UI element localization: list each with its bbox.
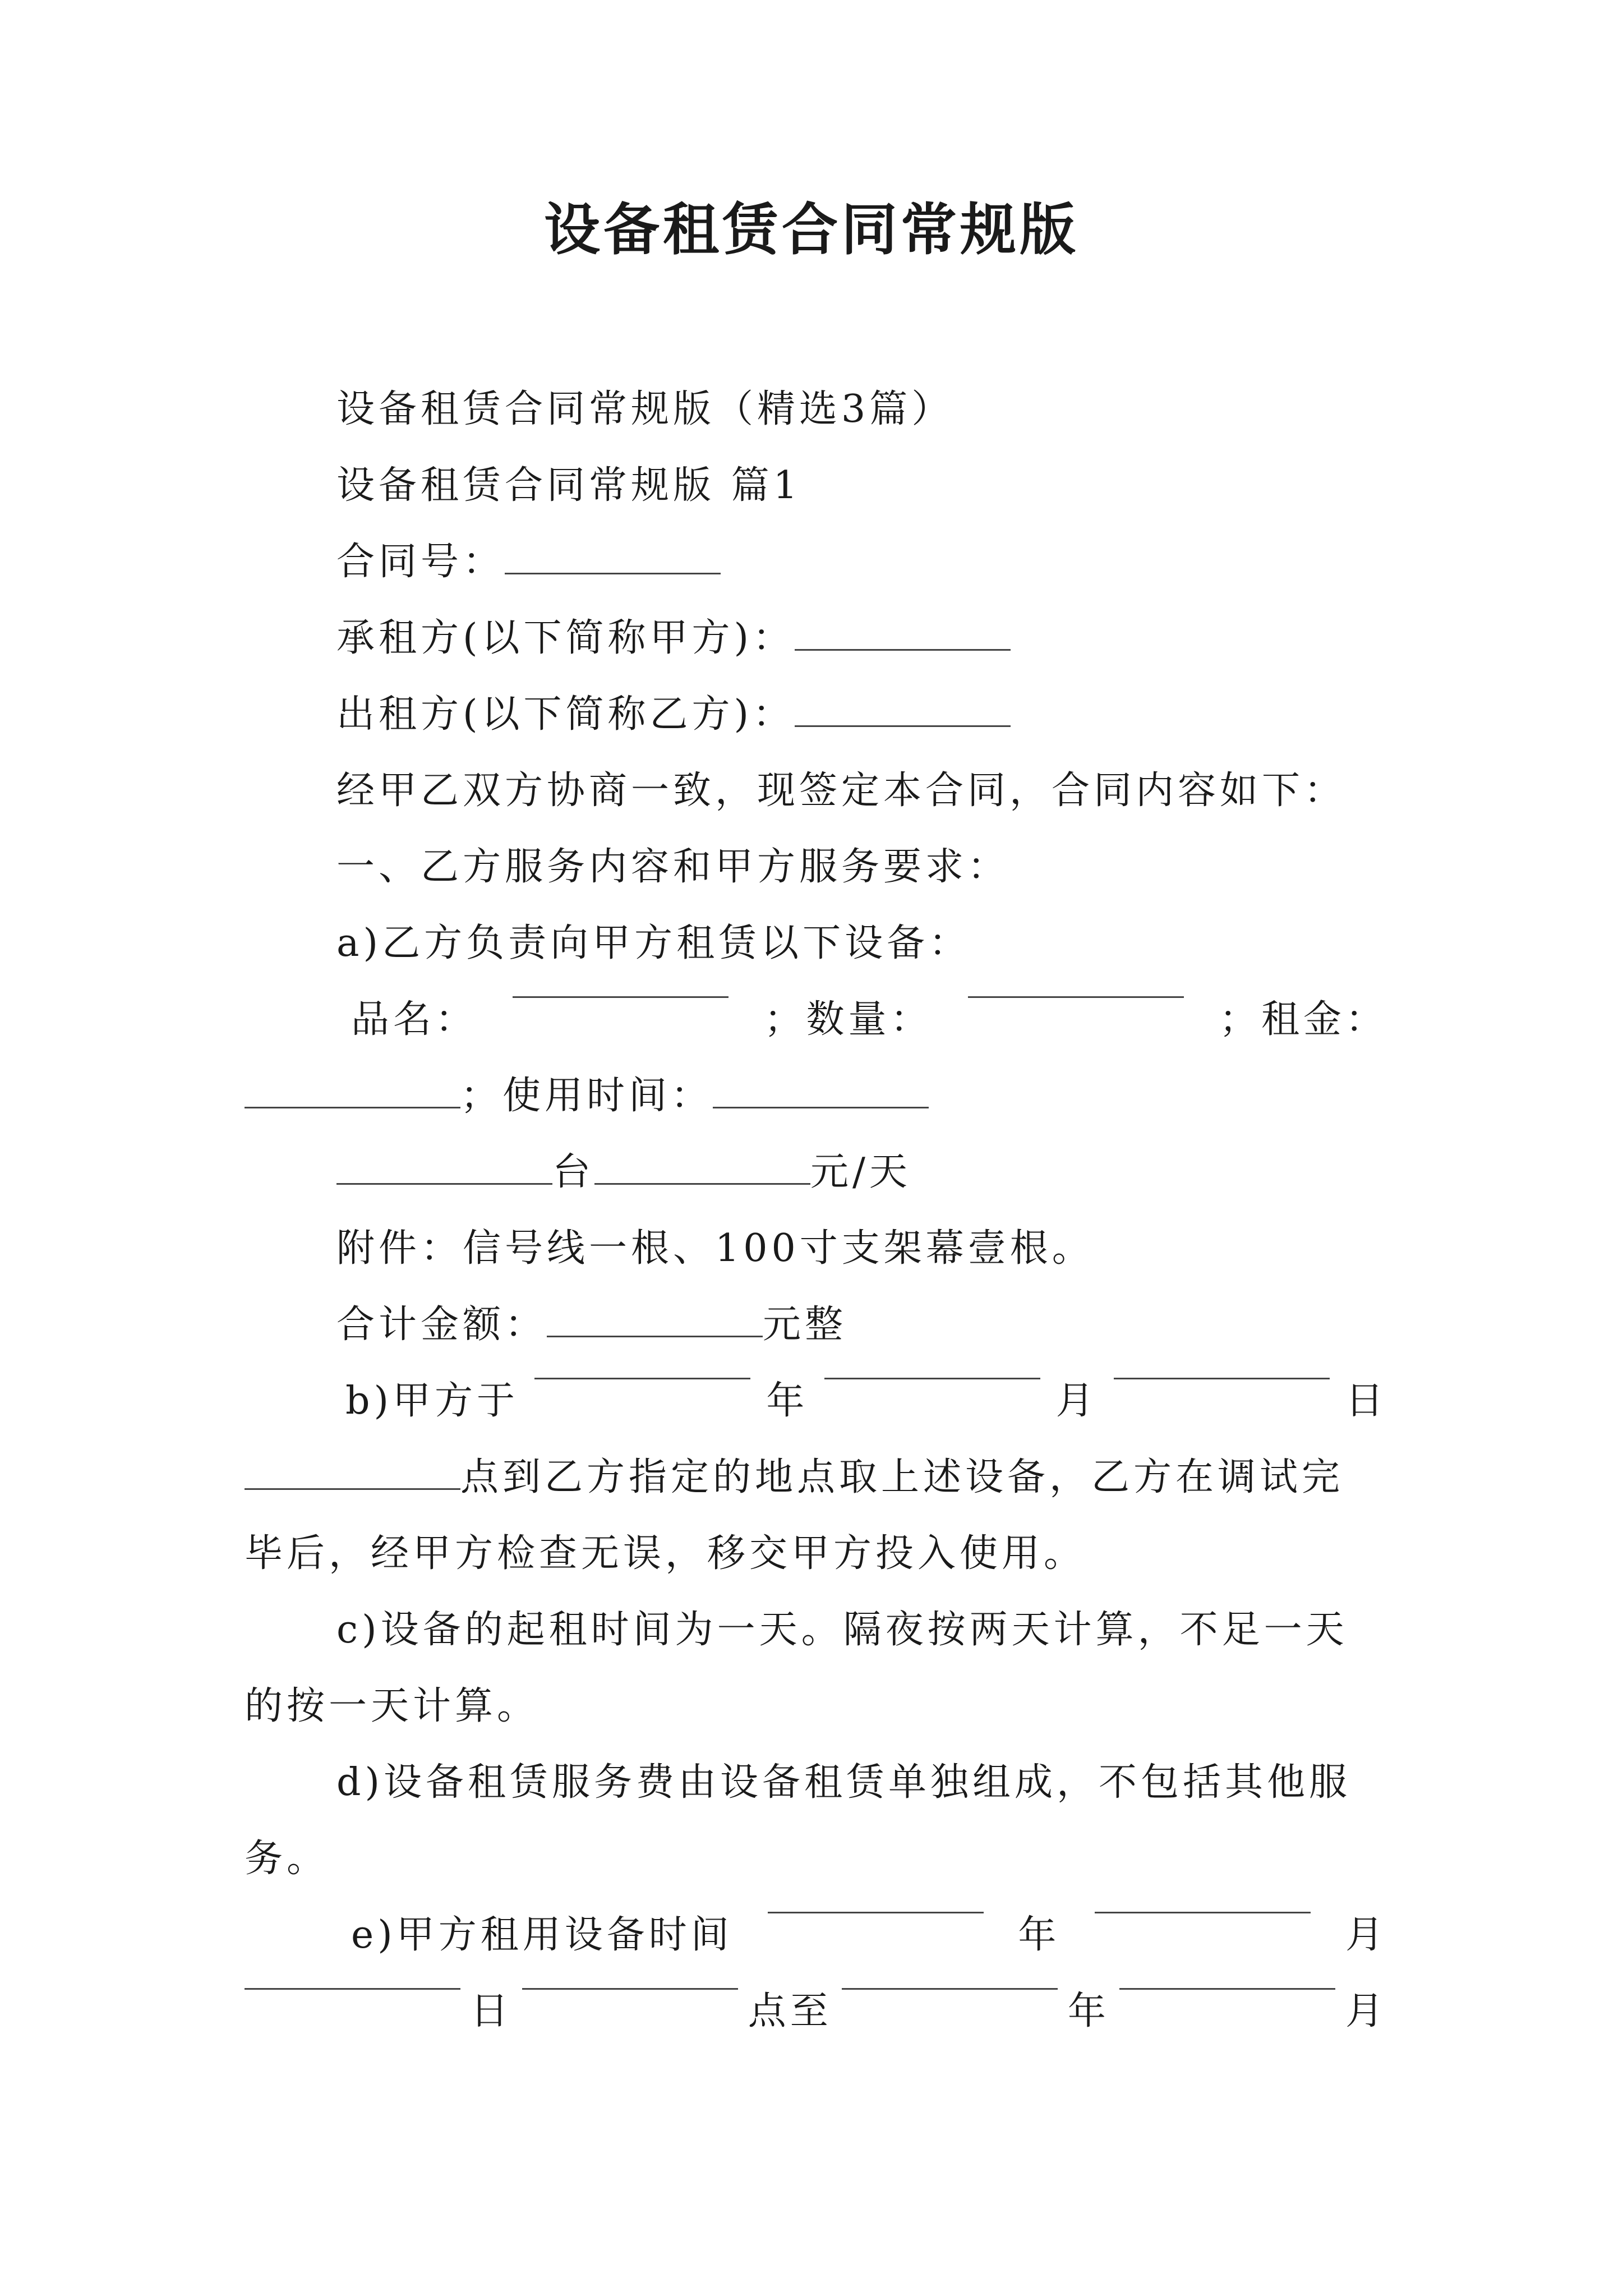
label: e)甲方租用设备时间	[351, 1913, 733, 1957]
paragraph-line	[245, 1526, 1387, 1582]
paragraph-line	[245, 1678, 1387, 1734]
label: b)甲方于	[345, 1379, 519, 1423]
label: ；使用时间：	[460, 1074, 713, 1118]
label: 月	[1345, 1913, 1387, 1957]
label: 日	[1345, 1379, 1387, 1423]
label: 年	[766, 1379, 809, 1423]
fill-in-blank	[968, 992, 1184, 998]
fill-in-blank	[795, 645, 1011, 651]
paragraph-line	[245, 1602, 1387, 1658]
rental-period-line	[245, 1907, 1387, 1963]
label: 元/天	[810, 1150, 911, 1194]
text: a)乙方负责向甲方租赁以下设备：	[336, 921, 971, 965]
text: 务。	[245, 1837, 329, 1881]
fill-in-blank	[1095, 1907, 1311, 1913]
label: 元整	[763, 1303, 847, 1347]
text: 一、乙方服务内容和甲方服务要求：	[336, 845, 1010, 889]
pickup-date-line	[245, 1373, 1387, 1429]
fill-in-blank	[522, 1984, 738, 1990]
text: 附件：信号线一根、100寸支架幕壹根。	[336, 1226, 1094, 1271]
text: 点到乙方指定的地点取上述设备，乙方在调试完	[460, 1455, 1344, 1499]
fill-in-blank	[713, 1102, 929, 1108]
subtitle-line	[245, 381, 1387, 438]
paragraph-line	[245, 1221, 1387, 1277]
paragraph-line	[245, 1831, 1387, 1887]
fill-in-blank	[505, 568, 721, 574]
fill-in-blank	[245, 1102, 460, 1108]
label: 月	[1345, 1989, 1387, 2033]
fill-in-blank	[1119, 1984, 1335, 1990]
fill-in-blank	[245, 1484, 460, 1490]
label: 承租方(以下简称甲方)：	[336, 616, 795, 660]
label: 出租方(以下简称乙方)：	[336, 692, 795, 737]
contract-number-line	[245, 534, 1387, 590]
text: 设备租赁合同常规版（精选3篇）	[336, 387, 954, 431]
fill-in-blank	[842, 1984, 1058, 1990]
section-heading	[245, 458, 1387, 514]
fill-in-blank	[795, 721, 1011, 727]
text: 毕后，经甲方检查无误，移交甲方投入使用。	[245, 1531, 1086, 1576]
text: 经甲乙双方协商一致，现签定本合同，合同内容如下：	[336, 769, 1347, 813]
label: 年	[1067, 1989, 1110, 2033]
fill-in-blank	[768, 1907, 984, 1913]
fill-in-blank	[1114, 1373, 1330, 1379]
paragraph-line	[245, 763, 1387, 819]
equipment-line	[245, 992, 1387, 1048]
rate-line	[245, 1144, 1387, 1200]
paragraph-line	[245, 1755, 1387, 1811]
text: c)设备的起租时间为一天。隔夜按两天计算，不足一天	[336, 1608, 1348, 1652]
label: 点至	[748, 1989, 832, 2033]
total-amount-line	[245, 1297, 1387, 1353]
label: 年	[1018, 1913, 1061, 1957]
label: 合计金额：	[336, 1303, 547, 1347]
fill-in-blank	[513, 992, 728, 998]
paragraph-line	[245, 915, 1387, 972]
label: ；租金：	[1219, 997, 1387, 1042]
rental-period-line-cont	[245, 1984, 1387, 2040]
text: 设备租赁合同常规版 篇1	[336, 463, 801, 508]
fill-in-blank	[245, 1984, 460, 1990]
fill-in-blank	[594, 1179, 810, 1185]
lessee-line	[245, 610, 1387, 666]
document-title: 设备租赁合同常规版	[544, 197, 1079, 263]
fill-in-blank	[534, 1373, 750, 1379]
text: d)设备租赁服务费由设备租赁单独组成，不包括其他服	[336, 1760, 1352, 1805]
fill-in-blank	[547, 1331, 763, 1337]
label: 合同号：	[336, 540, 505, 584]
equipment-line-cont	[245, 1068, 1387, 1124]
text: 的按一天计算。	[245, 1684, 540, 1728]
label: 月	[1055, 1379, 1098, 1423]
paragraph-line	[245, 839, 1387, 895]
paragraph-line	[245, 1450, 1387, 1506]
label: 日	[470, 1989, 513, 2033]
lessor-line	[245, 687, 1387, 743]
fill-in-blank	[824, 1373, 1040, 1379]
label: 品名：	[351, 997, 478, 1042]
label: 台	[552, 1150, 595, 1194]
label: ；数量：	[764, 997, 933, 1042]
fill-in-blank	[336, 1179, 552, 1185]
